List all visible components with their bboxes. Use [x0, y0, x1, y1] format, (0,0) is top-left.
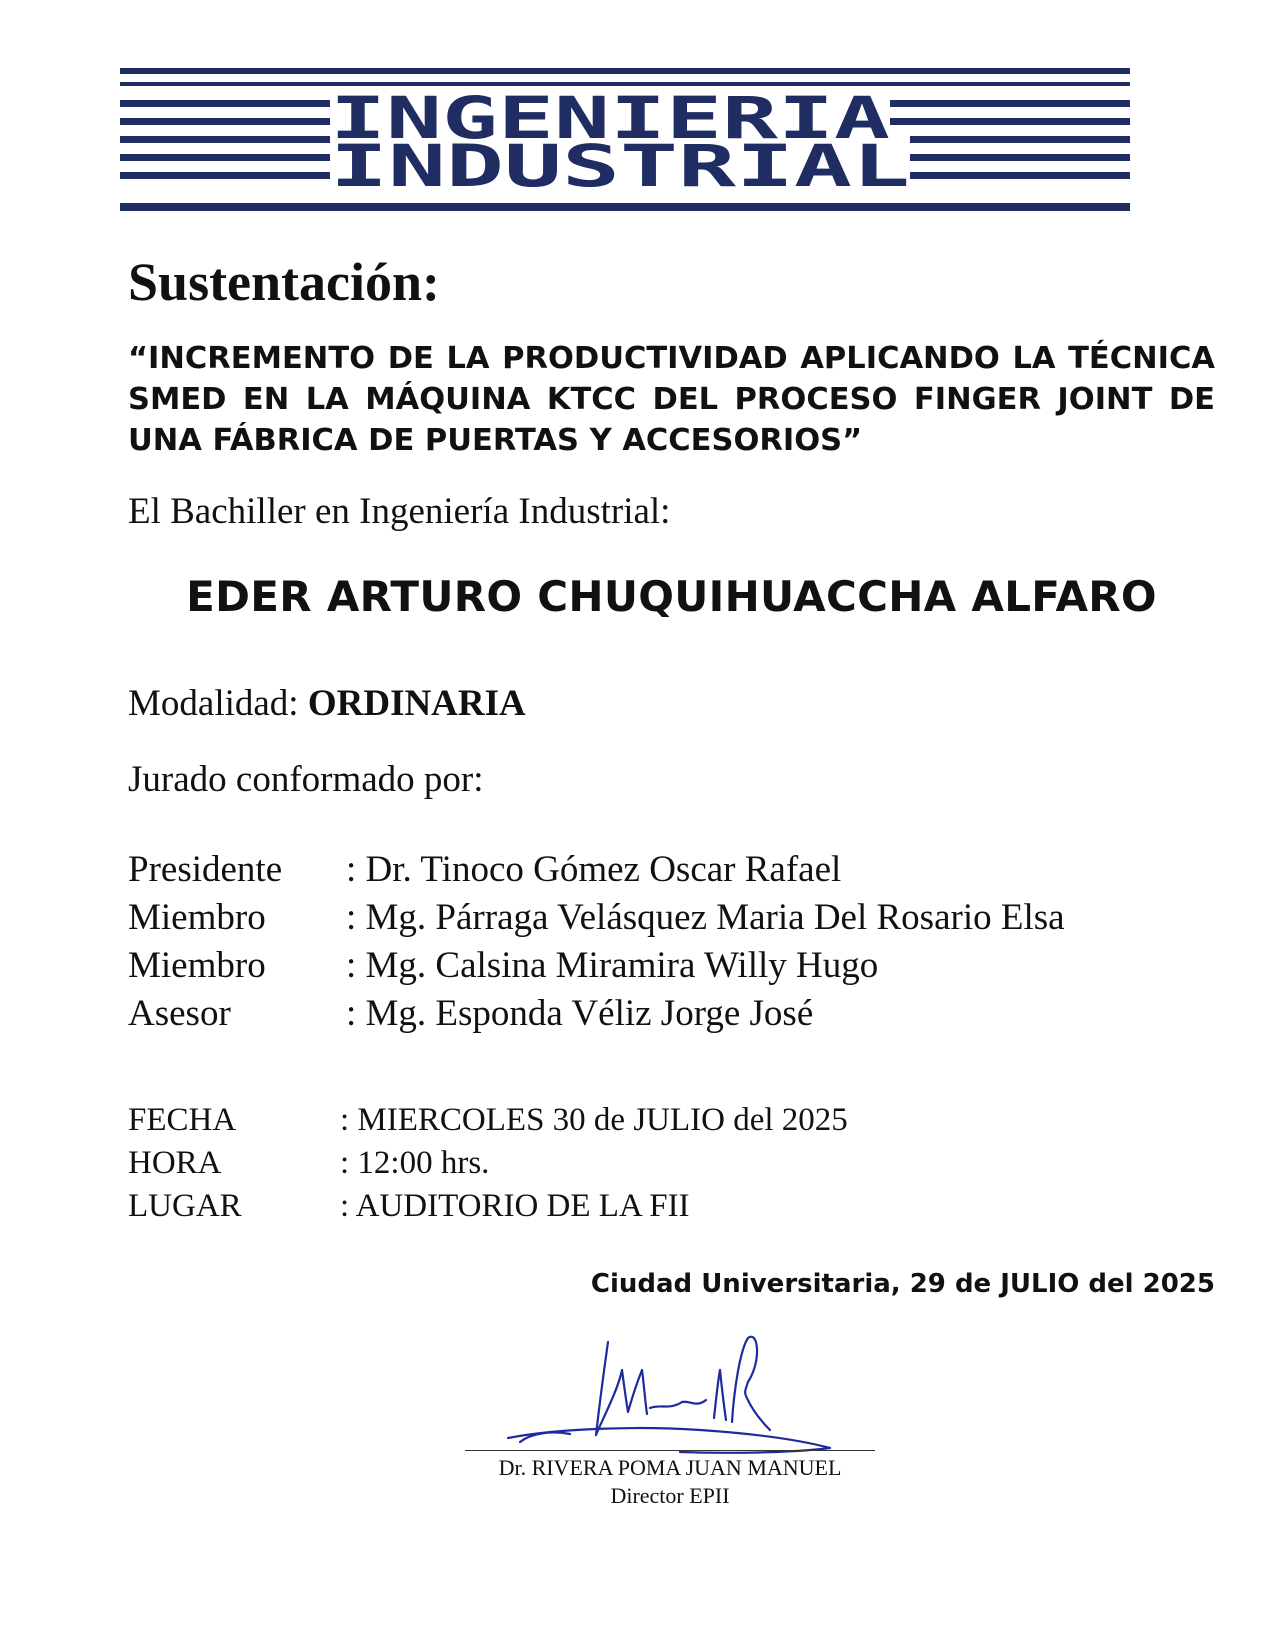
jury-member-name: : Mg. Párraga Velásquez Maria Del Rosario Elsa	[346, 897, 1065, 938]
detail-key: HORA	[128, 1145, 222, 1181]
modality-label: Modalidad:	[128, 683, 299, 724]
jury-member-name: : Dr. Tinoco Gómez Oscar Rafael	[346, 849, 842, 890]
logo-line2: INDUSTRIAL	[330, 132, 910, 200]
modality	[128, 682, 526, 726]
modality-value: ORDINARIA	[307, 683, 526, 724]
jury-role: Miembro	[128, 897, 266, 938]
signature-line	[465, 1450, 875, 1451]
jury-label: Jurado conformado por:	[128, 759, 484, 800]
jury-member-name: : Mg. Calsina Miramira Willy Hugo	[346, 945, 879, 986]
logo-line1: INGENIERIA	[330, 84, 890, 152]
page-title: Sustentación:	[128, 252, 441, 312]
place-date: Ciudad Universitaria, 29 de JULIO del 2025	[590, 1269, 1215, 1299]
student-name: EDER ARTURO CHUQUIHUACCHA ALFARO	[186, 572, 1157, 621]
jury-role: Asesor	[128, 993, 231, 1034]
jury-role: Presidente	[128, 849, 283, 890]
ingenieria-industrial-logo	[120, 68, 1170, 218]
signer-name: Dr. RIVERA POMA JUAN MANUEL	[498, 1455, 842, 1480]
handwritten-signature	[500, 1330, 880, 1460]
jury-role: Miembro	[128, 945, 266, 986]
detail-value: : 12:00 hrs.	[340, 1145, 490, 1181]
degree-label: El Bachiller en Ingeniería Industrial:	[128, 491, 671, 532]
detail-key: LUGAR	[128, 1188, 242, 1224]
detail-value: : MIERCOLES 30 de JULIO del 2025	[340, 1102, 848, 1138]
signer-title: Director EPII	[610, 1483, 730, 1508]
thesis-title: “INCREMENTO DE LA PRODUCTIVIDAD APLICANDO LA TÉCNICA SMED EN LA MÁQUINA KTCC DEL PROCESO FINGER JOINT DE UNA FÁBRICA DE PUERTAS Y ACCESORIOS”	[128, 341, 1215, 458]
jury-member-name: : Mg. Esponda Véliz Jorge José	[346, 993, 814, 1034]
detail-value: : AUDITORIO DE LA FII	[340, 1188, 690, 1224]
detail-key: FECHA	[128, 1102, 237, 1138]
